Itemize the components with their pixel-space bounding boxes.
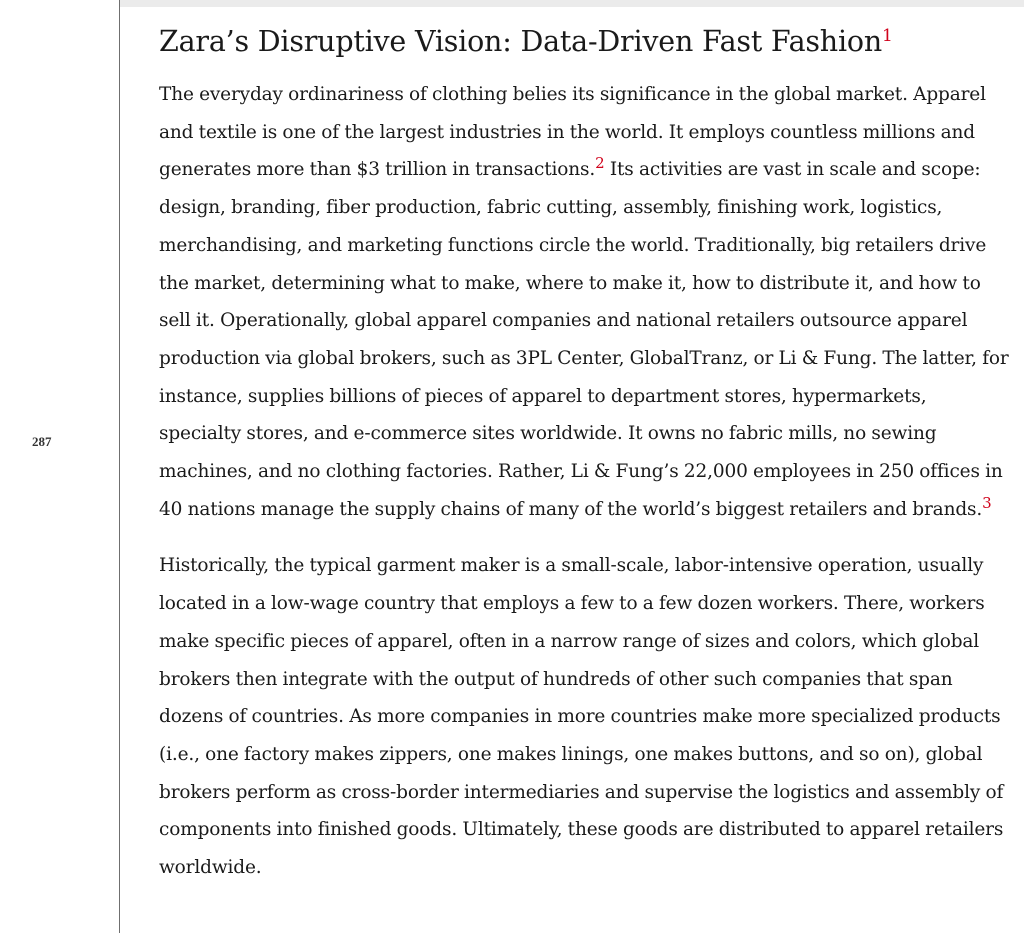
paragraph-1-text-b: Its activities are vast in scale and scope: design, branding, fiber production, fabric cutting, assembly, finishing work, logistics, merchandising, and marketing functions circle the world. Traditionally, big retailers drive the market, determining what to make, where to make it, how to distribute it, and how to sell it. Operationally, global apparel companies and national retailers outsource apparel production via global brokers, such as 3PL Center, GlobalTranz, or Li & Fung. The latter, for instance, supplies billions of pieces of apparel to department stores, hypermarkets, specialty stores, and e-commerce sites worldwide. It owns no fabric mills, no sewing machines, and no clothing factories. Rather, Li & Fung’s 22,000 employees in 250 offices in 40 nations manage the supply chains of many of the world’s biggest retailers and brands.	[159, 159, 1009, 520]
footnote-link-2[interactable]: 2	[595, 154, 605, 173]
top-scroll-strip	[120, 0, 1024, 7]
chapter-title-text: Zara’s Disruptive Vision: Data-Driven Fast Fashion	[159, 25, 882, 58]
chapter-title	[159, 20, 1009, 64]
reader-content	[159, 20, 1009, 887]
paragraph-1-text-a: The everyday ordinariness of clothing belies its significance in the global market. Apparel and textile is one of the largest industries in the world. It employs countless millions and generates more than $3 trillion in transactions.	[159, 84, 986, 181]
paragraph-2: Historically, the typical garment maker is a small-scale, labor-intensive operation, usually located in a low-wage country that employs a few to a few dozen workers. There, workers make specific pieces of apparel, often in a narrow range of sizes and colors, which global brokers then integrate with the output of hundreds of other such companies that span dozens of countries. As more companies in more countries make more specialized products (i.e., one factory makes zippers, one makes linings, one makes buttons, and so on), global brokers perform as cross-border intermediaries and supervise the logistics and assembly of components into finished goods. Ultimately, these goods are distributed to apparel retailers worldwide.	[159, 555, 1004, 879]
paragraph-1	[159, 76, 1009, 528]
page-gutter	[0, 0, 120, 933]
bottom-fade	[120, 893, 1024, 933]
page-number: 287	[32, 434, 52, 449]
title-footnote-link[interactable]: 1	[881, 25, 893, 46]
footnote-link-3[interactable]: 3	[982, 493, 992, 512]
